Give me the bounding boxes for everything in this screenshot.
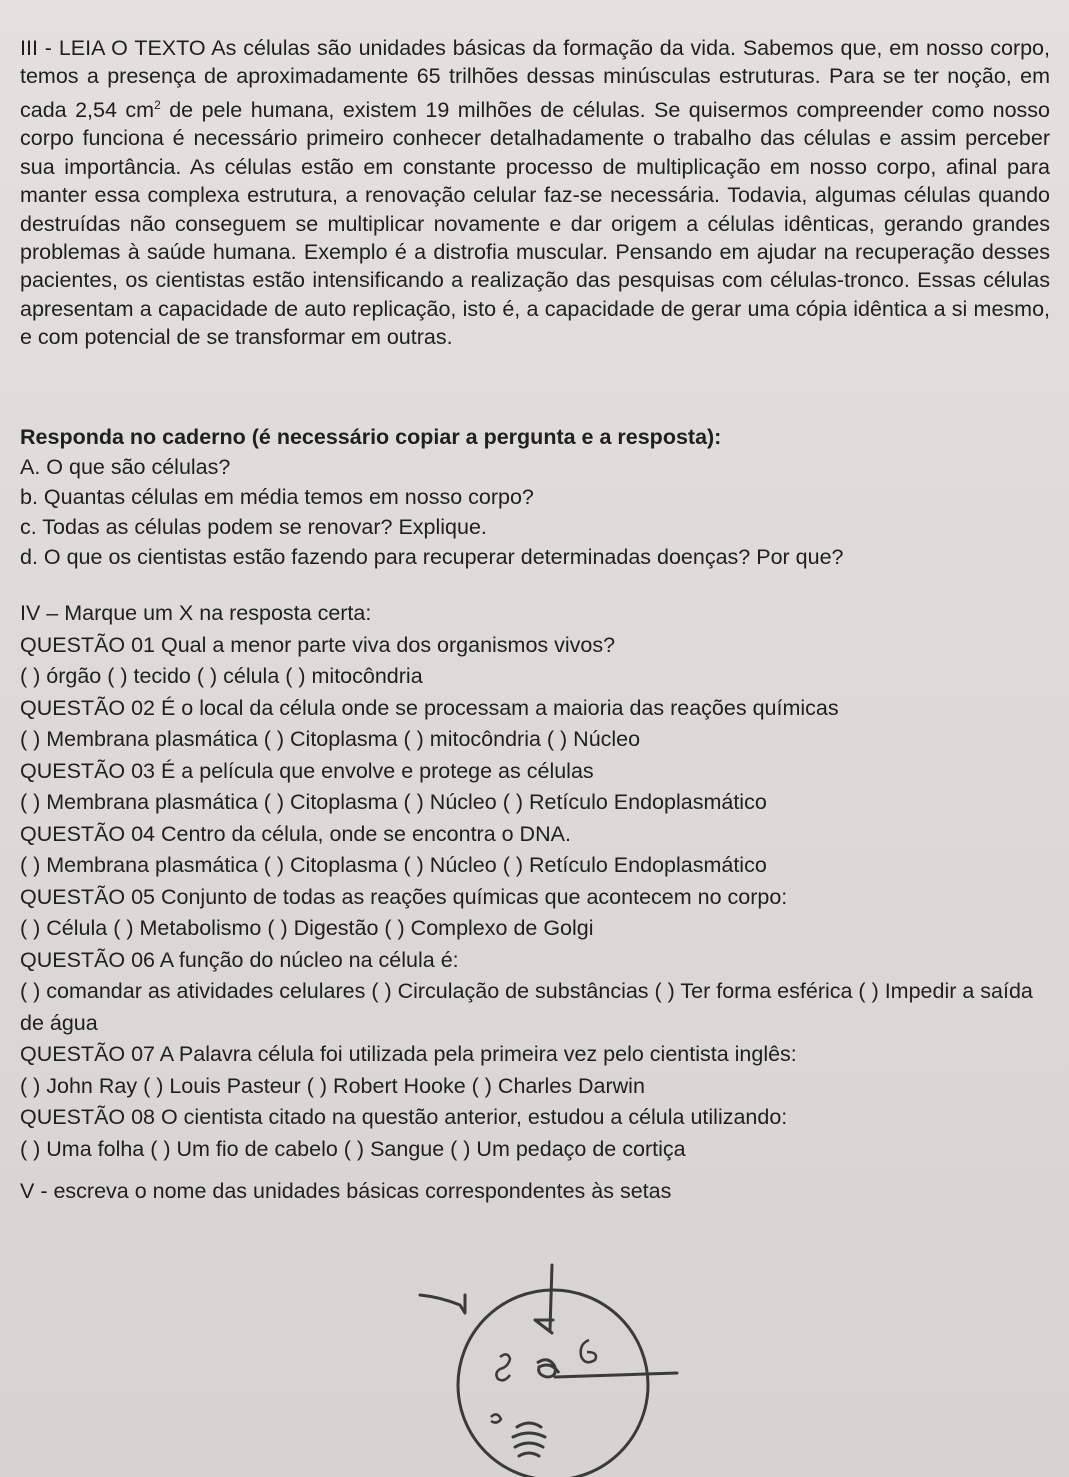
question-08-options[interactable]: ( ) Uma folha ( ) Um fio de cabelo ( ) Sangue ( ) Um pedaço de cortiça (20, 1136, 686, 1161)
question-05-options[interactable]: ( ) Célula ( ) Metabolismo ( ) Digestão ( ) Complexo de Golgi (20, 916, 594, 940)
reading-paragraph-part1: As células são unidades básicas da formação da vida. Sabemos que, em nosso corpo, temos a presença de aproximadamente 65 trilhões dessas minúsculas estruturas. Para se ter noção, em cada 2,54 cm (20, 36, 1050, 122)
area-superscript: 2 (154, 97, 161, 112)
notebook-question-a: A. O que são células? (20, 455, 231, 479)
notebook-question-c: c. Todas as células podem se renovar? Explique. (20, 515, 487, 539)
organelle-sketch (513, 1423, 545, 1456)
drawing-section (20, 1176, 1060, 1206)
multiple-choice-heading: IV – Marque um X na resposta certa: (20, 601, 372, 625)
arrow-top-left (420, 1295, 465, 1313)
arrow-top (535, 1265, 553, 1333)
mark-8 (496, 1354, 510, 1380)
cell-membrane (458, 1290, 648, 1477)
question-08: QUESTÃO 08 O cientista citado na questão anterior, estudou a célula utilizando: (20, 1105, 788, 1129)
mark-left-small (491, 1414, 501, 1422)
notebook-instruction: Responda no caderno (é necessário copiar a pergunta e a resposta): (20, 425, 722, 449)
question-06: QUESTÃO 06 A função do núcleo na célula é: (20, 947, 459, 972)
reading-heading: III - LEIA O TEXTO (20, 36, 206, 60)
question-01-options[interactable]: ( ) órgão ( ) tecido ( ) célula ( ) mitocôndria (20, 664, 423, 688)
multiple-choice-section (20, 598, 1060, 1165)
question-03-options[interactable]: ( ) Membrana plasmática ( ) Citoplasma ( ) Núcleo ( ) Retículo Endoplasmático (20, 790, 767, 814)
reading-text (20, 34, 1050, 352)
reading-paragraph-part2: de pele humana, existem 19 milhões de células. Se quisermos compreender como nosso corpo funciona é necessário primeiro conhecer detalhadamente o trabalho das células e assim perceber sua importância. As células estão em constante processo de multiplicação em nosso corpo, afinal para manter essa complexa estrutura, a renovação celular faz-se necessária. Todavia, algumas células quando destruídas não conseguem se multiplicar novamente e dar origem a células idênticas, gerando grandes problemas à saúde humana. Exemplo é a distrofia muscular. Pensando em ajudar na recuperação desses pacientes, os cientistas estão intensificando a realização das pesquisas com células-tronco. Essas células apresentam a capacidade de auto replicação, isto é, a capacidade de gerar uma cópia idêntica a si mesmo, e com potencial de se transformar em outras. (20, 97, 1050, 350)
cell-sketch (405, 1255, 705, 1477)
question-07: QUESTÃO 07 A Palavra célula foi utilizada pela primeira vez pelo cientista inglês: (20, 1042, 797, 1066)
question-04-options[interactable]: ( ) Membrana plasmática ( ) Citoplasma ( ) Núcleo ( ) Retículo Endoplasmático (20, 853, 767, 877)
question-02-options[interactable]: ( ) Membrana plasmática ( ) Citoplasma ( ) mitocôndria ( ) Núcleo (20, 727, 641, 751)
mark-6 (581, 1340, 596, 1362)
notebook-question-b: b. Quantas células em média temos em nosso corpo? (20, 485, 534, 509)
question-02: QUESTÃO 02 É o local da célula onde se processam a maioria das reações químicas (20, 695, 839, 720)
question-07-options[interactable]: ( ) John Ray ( ) Louis Pasteur ( ) Robert Hooke ( ) Charles Darwin (20, 1073, 645, 1098)
question-01: QUESTÃO 01 Qual a menor parte viva dos organismos vivos? (20, 632, 616, 657)
nucleus-sketch (537, 1360, 559, 1377)
notebook-question-d: d. O que os cientistas estão fazendo para recuperar determinadas doenças? Por que? (20, 545, 844, 569)
notebook-questions (20, 422, 1060, 572)
question-04: QUESTÃO 04 Centro da célula, onde se encontra o DNA. (20, 821, 571, 846)
arrow-right-line (555, 1373, 677, 1377)
question-06-options[interactable]: ( ) comandar as atividades celulares ( ) Circulação de substâncias ( ) Ter forma esférica ( ) Impedir a saída de água (20, 979, 1033, 1035)
question-03: QUESTÃO 03 É a película que envolve e protege as células (20, 758, 594, 783)
drawing-heading: V - escreva o nome das unidades básicas correspondentes às setas (20, 1179, 672, 1203)
question-05: QUESTÃO 05 Conjunto de todas as reações químicas que acontecem no corpo: (20, 884, 788, 909)
